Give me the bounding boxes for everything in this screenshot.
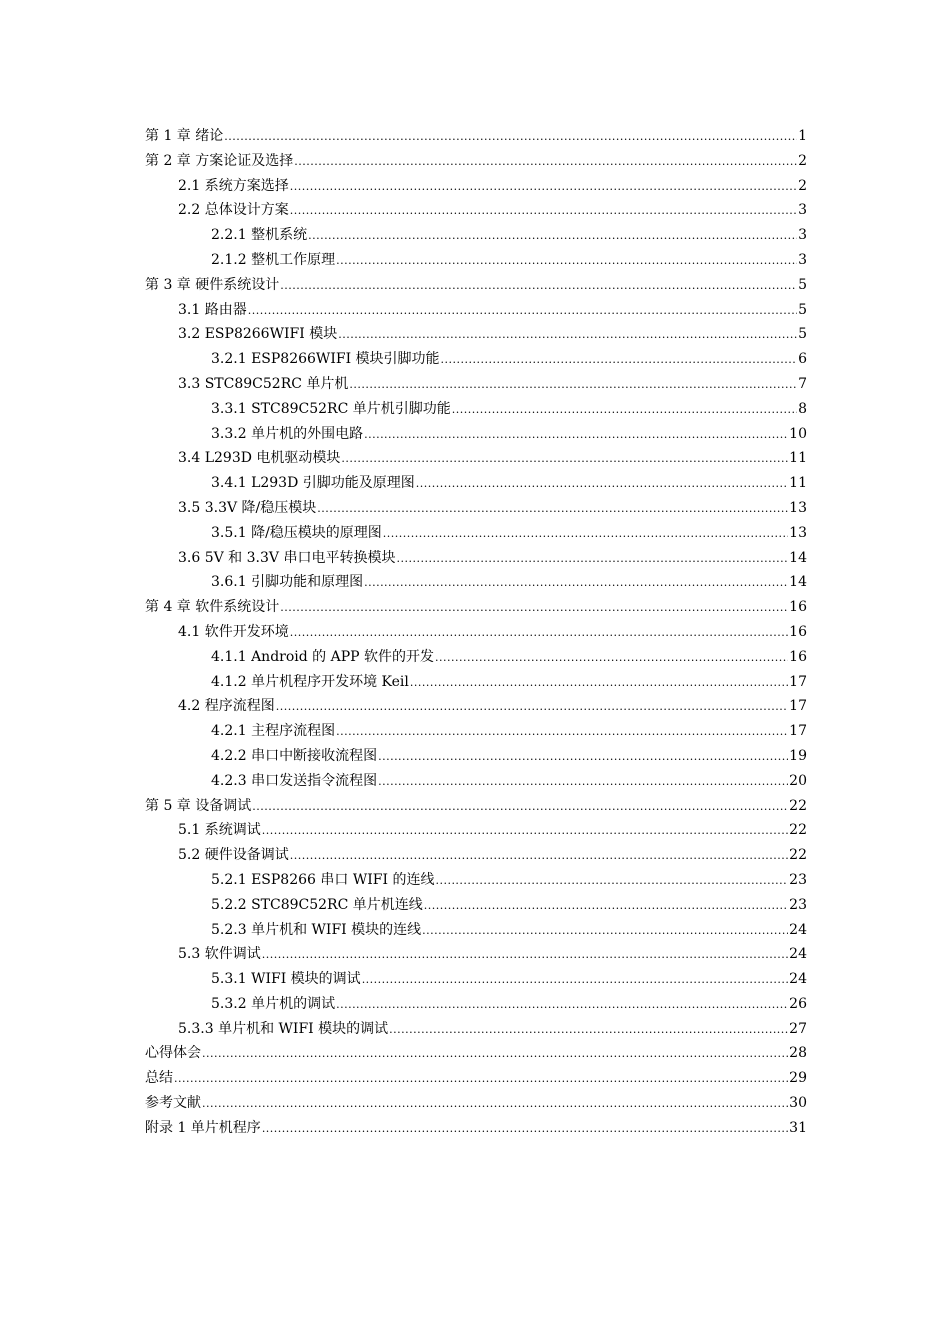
toc-entry-title: 5.3.2 单片机的调试 (211, 995, 336, 1012)
toc-entry-page-number: 1 (798, 128, 807, 144)
toc-entry-page-number: 31 (789, 1119, 807, 1136)
toc-entry[interactable] (145, 496, 807, 521)
toc-entry-page-number: 6 (798, 351, 807, 368)
toc-entry[interactable] (145, 298, 807, 323)
toc-entry-page-number: 10 (789, 425, 807, 442)
toc-entry-page-number: 11 (789, 450, 807, 467)
toc-entry-page-number: 13 (789, 499, 807, 516)
toc-entry[interactable] (145, 694, 807, 719)
toc-leader-dots (435, 869, 788, 894)
toc-entry[interactable] (145, 471, 807, 496)
toc-entry-page-number: 2 (798, 177, 807, 194)
toc-leader-dots (262, 819, 788, 844)
toc-leader-dots (336, 720, 788, 745)
toc-entry-title: 5.2.1 ESP8266 串口 WIFI 的连线 (211, 871, 435, 888)
toc-entry-title: 第 2 章 方案论证及选择 (145, 152, 294, 169)
toc-entry[interactable] (145, 744, 807, 769)
toc-entry[interactable] (145, 967, 807, 992)
toc-leader-dots (383, 522, 788, 547)
toc-entry[interactable] (145, 149, 807, 174)
toc-entry-title: 3.1 路由器 (178, 301, 247, 318)
toc-entry-page-number: 22 (789, 847, 807, 864)
toc-entry[interactable] (145, 620, 807, 645)
toc-entry[interactable] (145, 1066, 807, 1091)
toc-entry-title: 4.2.2 串口中断接收流程图 (211, 747, 378, 764)
toc-entry-title: 5.2 硬件设备调试 (178, 847, 289, 864)
toc-entry[interactable] (145, 546, 807, 571)
toc-entry-page-number: 27 (789, 1020, 807, 1037)
toc-leader-dots (362, 968, 788, 993)
toc-entry-page-number: 7 (798, 375, 807, 392)
toc-entry-page-number: 23 (789, 871, 807, 888)
toc-entry-page-number: 3 (798, 251, 807, 268)
toc-leader-dots (349, 373, 797, 398)
toc-entry-title: 5.3.3 单片机和 WIFI 模块的调试 (178, 1020, 389, 1037)
toc-entry-page-number: 3 (798, 202, 807, 219)
toc-entry-title: 3.4 L293D 电机驱动模块 (178, 450, 341, 467)
toc-entry-title: 4.2 程序流程图 (178, 698, 275, 715)
toc-entry-title: 第 3 章 硬件系统设计 (145, 276, 280, 293)
toc-leader-dots (378, 770, 788, 795)
toc-entry-page-number: 22 (789, 822, 807, 839)
toc-entry[interactable] (145, 670, 807, 695)
toc-leader-dots (338, 323, 797, 348)
toc-entry[interactable] (145, 347, 807, 372)
toc-entry[interactable] (145, 769, 807, 794)
toc-leader-dots (276, 695, 788, 720)
toc-leader-dots (262, 1117, 788, 1142)
table-of-contents (145, 124, 807, 1141)
toc-entry-page-number: 26 (789, 995, 807, 1012)
toc-leader-dots (280, 274, 797, 299)
toc-leader-dots (290, 844, 788, 869)
toc-leader-dots (224, 125, 797, 150)
toc-entry-title: 5.3.1 WIFI 模块的调试 (211, 971, 361, 988)
toc-leader-dots (252, 795, 788, 820)
toc-entry-page-number: 17 (789, 673, 807, 690)
toc-entry-title: 5.3 软件调试 (178, 946, 261, 963)
toc-leader-dots (248, 299, 797, 324)
toc-entry[interactable] (145, 595, 807, 620)
toc-entry-title: 4.2.3 串口发送指令流程图 (211, 772, 378, 789)
toc-entry[interactable] (145, 942, 807, 967)
toc-entry-page-number: 11 (789, 475, 807, 492)
toc-entry-page-number: 17 (789, 698, 807, 715)
toc-entry[interactable] (145, 918, 807, 943)
toc-entry-title: 2.1.2 整机工作原理 (211, 251, 336, 268)
toc-entry-title: 4.1.2 单片机程序开发环境 Keil (211, 673, 409, 690)
toc-entry-title: 5.2.3 单片机和 WIFI 模块的连线 (211, 921, 422, 938)
toc-leader-dots (174, 1067, 788, 1092)
toc-entry[interactable] (145, 843, 807, 868)
toc-leader-dots (294, 150, 797, 175)
toc-entry-title: 3.6.1 引脚功能和原理图 (211, 574, 364, 591)
toc-entry[interactable] (145, 868, 807, 893)
toc-entry-page-number: 30 (789, 1095, 807, 1112)
toc-leader-dots (389, 1018, 788, 1043)
toc-entry[interactable] (145, 397, 807, 422)
toc-entry-title: 3.5.1 降/稳压模块的原理图 (211, 524, 382, 541)
toc-entry-title: 心得体会 (145, 1045, 201, 1062)
toc-entry[interactable] (145, 273, 807, 298)
toc-leader-dots (308, 224, 797, 249)
toc-entry[interactable] (145, 198, 807, 223)
toc-entry-page-number: 24 (789, 971, 807, 988)
toc-entry[interactable] (145, 992, 807, 1017)
toc-entry-page-number: 2 (798, 152, 807, 169)
toc-entry-title: 3.3 STC89C52RC 单片机 (178, 375, 349, 392)
toc-entry-title: 3.4.1 L293D 引脚功能及原理图 (211, 475, 415, 492)
toc-entry-page-number: 22 (789, 797, 807, 814)
toc-entry-page-number: 8 (798, 400, 807, 417)
toc-entry-page-number: 16 (789, 599, 807, 616)
toc-entry[interactable] (145, 1041, 807, 1066)
toc-leader-dots (317, 497, 788, 522)
toc-leader-dots (336, 249, 797, 274)
toc-entry[interactable] (145, 719, 807, 744)
toc-entry[interactable] (145, 446, 807, 471)
toc-entry-title: 4.1.1 Android 的 APP 软件的开发 (211, 648, 435, 665)
toc-entry-page-number: 17 (789, 723, 807, 740)
toc-leader-dots (202, 1042, 788, 1067)
toc-leader-dots (416, 472, 788, 497)
toc-entry-page-number: 16 (789, 623, 807, 640)
toc-leader-dots (364, 423, 788, 448)
toc-leader-dots (262, 943, 788, 968)
toc-entry-title: 总结 (145, 1070, 173, 1087)
toc-entry-title: 3.2.1 ESP8266WIFI 模块引脚功能 (211, 351, 440, 368)
toc-entry-page-number: 13 (789, 524, 807, 541)
toc-entry-page-number: 5 (798, 301, 807, 318)
toc-entry[interactable] (145, 893, 807, 918)
toc-entry-title: 参考文献 (145, 1095, 201, 1112)
toc-leader-dots (378, 745, 788, 770)
toc-entry-page-number: 5 (798, 326, 807, 343)
toc-entry[interactable] (145, 521, 807, 546)
toc-entry[interactable] (145, 1091, 807, 1116)
toc-entry-title: 第 5 章 设备调试 (145, 797, 252, 814)
toc-entry-page-number: 14 (789, 574, 807, 591)
toc-leader-dots (424, 894, 788, 919)
toc-leader-dots (435, 646, 788, 671)
toc-entry-title: 3.5 3.3V 降/稳压模块 (178, 499, 317, 516)
toc-entry-title: 3.3.1 STC89C52RC 单片机引脚功能 (211, 400, 451, 417)
toc-entry[interactable] (145, 372, 807, 397)
toc-leader-dots (290, 175, 797, 200)
toc-entry-title: 3.2 ESP8266WIFI 模块 (178, 326, 338, 343)
toc-entry[interactable] (145, 818, 807, 843)
toc-entry[interactable] (145, 1017, 807, 1042)
toc-entry-page-number: 23 (789, 896, 807, 913)
toc-leader-dots (280, 596, 788, 621)
toc-leader-dots (452, 398, 797, 423)
toc-entry-title: 4.1 软件开发环境 (178, 623, 289, 640)
toc-leader-dots (364, 571, 788, 596)
toc-entry-page-number: 3 (798, 227, 807, 244)
toc-entry-title: 2.1 系统方案选择 (178, 177, 289, 194)
toc-entry[interactable] (145, 223, 807, 248)
toc-entry-page-number: 19 (789, 747, 807, 764)
toc-leader-dots (290, 199, 797, 224)
toc-entry-page-number: 16 (789, 648, 807, 665)
toc-entry[interactable] (145, 322, 807, 347)
toc-leader-dots (202, 1092, 788, 1117)
toc-leader-dots (422, 919, 788, 944)
toc-entry-title: 第 4 章 软件系统设计 (145, 599, 280, 616)
toc-leader-dots (336, 993, 788, 1018)
toc-entry-title: 4.2.1 主程序流程图 (211, 723, 336, 740)
toc-entry-title: 5.2.2 STC89C52RC 单片机连线 (211, 896, 423, 913)
toc-entry[interactable] (145, 1116, 807, 1141)
toc-entry[interactable] (145, 174, 807, 199)
toc-entry-title: 3.6 5V 和 3.3V 串口电平转换模块 (178, 549, 396, 566)
toc-entry[interactable] (145, 645, 807, 670)
toc-entry-title: 5.1 系统调试 (178, 822, 261, 839)
toc-entry[interactable] (145, 248, 807, 273)
toc-entry-page-number: 24 (789, 946, 807, 963)
toc-leader-dots (396, 547, 788, 572)
toc-entry-page-number: 29 (789, 1070, 807, 1087)
toc-entry[interactable] (145, 570, 807, 595)
toc-leader-dots (341, 447, 788, 472)
toc-entry-title: 2.2 总体设计方案 (178, 202, 289, 219)
toc-entry[interactable] (145, 124, 807, 149)
toc-entry-title: 附录 1 单片机程序 (145, 1119, 261, 1136)
toc-entry-title: 第 1 章 绪论 (145, 128, 224, 144)
toc-leader-dots (290, 621, 788, 646)
toc-leader-dots (441, 348, 798, 373)
toc-entry-page-number: 5 (798, 276, 807, 293)
toc-entry-page-number: 20 (789, 772, 807, 789)
toc-entry-page-number: 28 (789, 1045, 807, 1062)
toc-entry-title: 2.2.1 整机系统 (211, 227, 308, 244)
toc-entry[interactable] (145, 794, 807, 819)
toc-entry-page-number: 24 (789, 921, 807, 938)
toc-entry-title: 3.3.2 单片机的外围电路 (211, 425, 364, 442)
toc-entry-page-number: 14 (789, 549, 807, 566)
toc-entry[interactable] (145, 422, 807, 447)
toc-leader-dots (410, 671, 788, 696)
